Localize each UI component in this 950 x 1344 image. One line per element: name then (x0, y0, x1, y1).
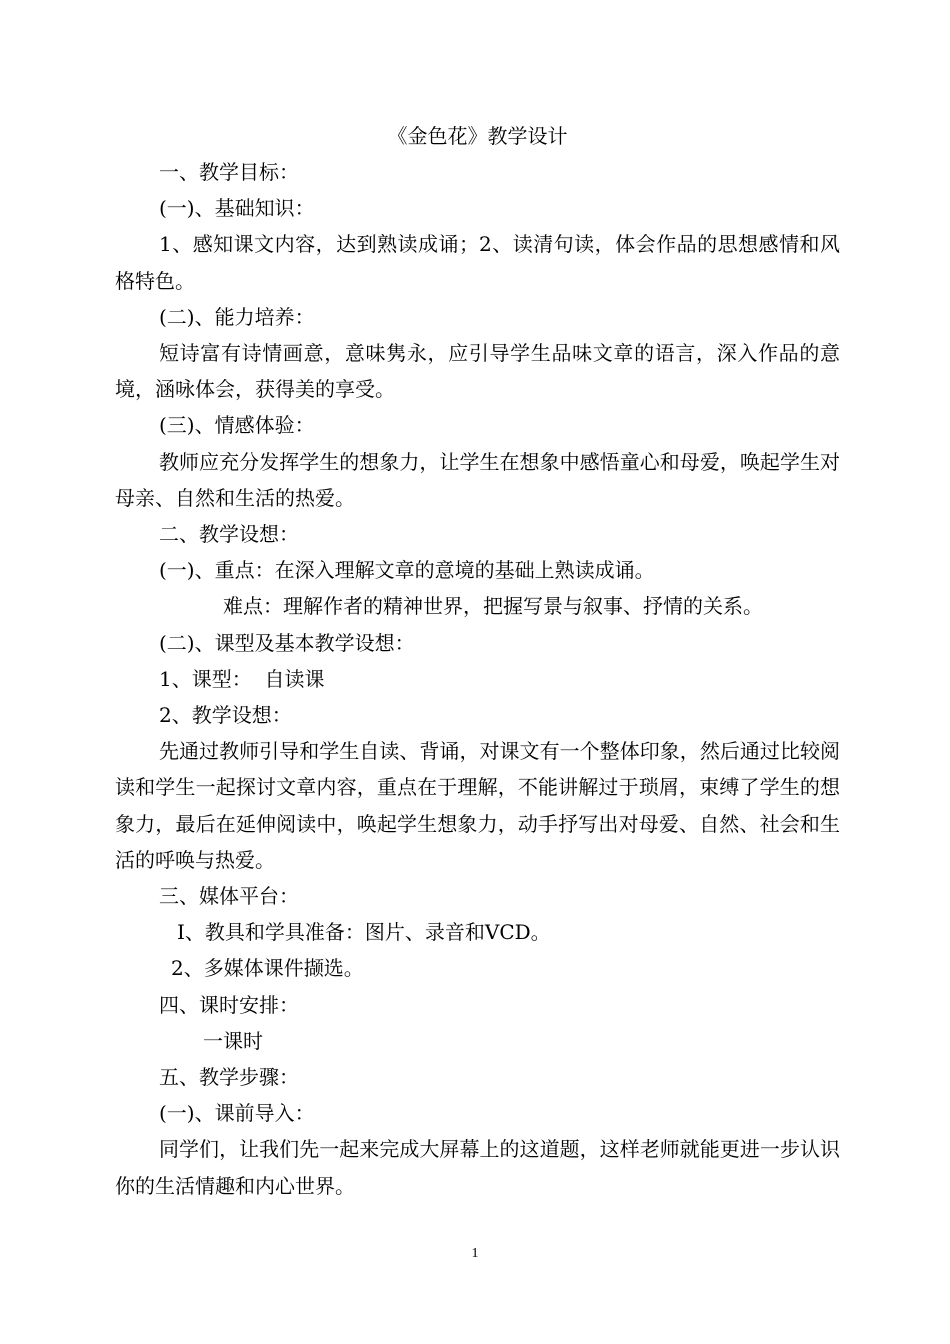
section-heading-teaching-ideas: 二、教学设想： (159, 522, 299, 547)
section-heading-objectives: 一、教学目标： (159, 160, 299, 184)
document-page (115, 118, 840, 1204)
subheading-basic-knowledge: (一)、基础知识： (159, 196, 315, 221)
section-heading-steps: 五、教学步骤： (159, 1065, 299, 1090)
section-heading-schedule: 四、课时安排： (159, 992, 299, 1017)
subheading-lesson-type: (二)、课型及基本教学设想： (159, 630, 415, 655)
subheading-introduction: (一)、课前导入： (159, 1101, 315, 1126)
teaching-plan-heading: 2、教学设想： (159, 703, 292, 728)
paragraph-introduction: 同学们，让我们先一起来完成大屏幕上的这道题，这样老师就能更进一步认识你的生活情趣和内心世界。 (115, 1137, 840, 1198)
paragraph-basic-knowledge: 1、感知课文内容，达到熟读成诵；2、读清句读，体会作品的思想感情和风格特色。 (115, 232, 840, 293)
page-number: 1 (471, 1246, 479, 1261)
paragraph-teaching-plan: 先通过教师引导和学生自读、背诵，对课文有一个整体印象，然后通过比较阅读和学生一起探讨文章内容，重点在于理解，不能讲解过于琐屑，束缚了学生的想象力，最后在延伸阅读中，唤起学生想象力，动手抒写出对母爱、自然、社会和生活的呼唤与热爱。 (115, 739, 840, 872)
media-item-courseware: 2、多媒体课件撷选。 (171, 956, 364, 981)
difficult-point-line: 难点：理解作者的精神世界，把握写景与叙事、抒情的关系。 (223, 594, 763, 619)
lesson-type-line: 1、课型： 自读课 (159, 666, 325, 691)
paragraph-ability: 短诗富有诗情画意，意味隽永，应引导学生品味文章的语言，深入作品的意境，涵咏体会，获得美的享受。 (115, 341, 840, 402)
key-point-line: (一)、重点：在深入理解文章的意境的基础上熟读成诵。 (159, 558, 655, 583)
subheading-ability: (二)、能力培养： (159, 304, 315, 329)
paragraph-emotion: 教师应充分发挥学生的想象力，让学生在想象中感悟童心和母爱，唤起学生对母亲、自然和生活的热爱。 (115, 449, 840, 510)
media-item-tools: I、教具和学具准备：图片、录音和VCD。 (177, 920, 551, 945)
section-heading-media: 三、媒体平台： (159, 884, 299, 909)
subheading-emotion: (三)、情感体验： (159, 413, 315, 438)
schedule-text: 一课时 (203, 1028, 263, 1053)
document-title: 《金色花》教学设计 (387, 124, 568, 148)
